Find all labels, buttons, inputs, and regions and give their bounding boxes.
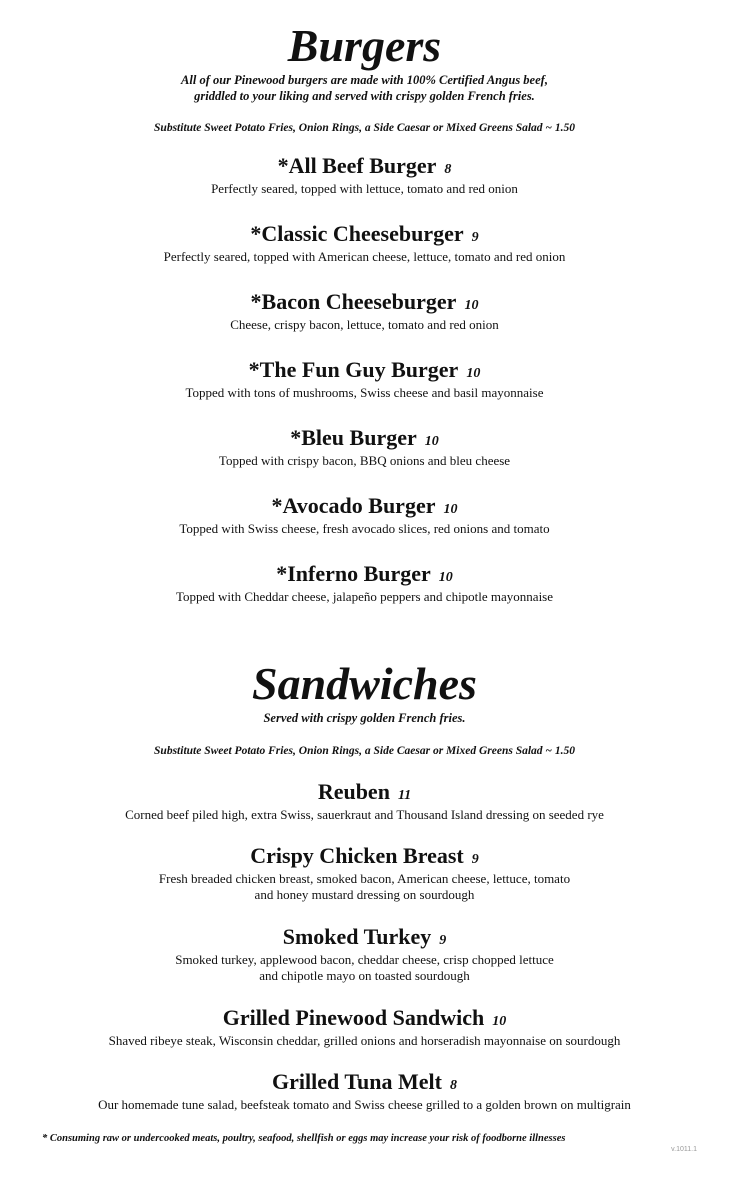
item-price: 8 [449, 1078, 457, 1093]
item-name: Reuben [317, 779, 390, 804]
item-price: 10 [492, 1014, 507, 1029]
item-name: *Inferno Burger [276, 561, 431, 586]
menu-item [0, 358, 729, 401]
burgers-substitute: Substitute Sweet Potato Fries, Onion Rings, a Side Caesar or Mixed Greens Salad ~ 1.50 [154, 122, 575, 134]
item-description: Our homemade tune salad, beefsteak tomato and Swiss cheese grilled to a golden brown on multigrain [98, 1097, 631, 1112]
item-price: 9 [439, 933, 447, 948]
item-price: 10 [464, 298, 479, 313]
item-description [0, 871, 729, 903]
menu-item [0, 154, 729, 197]
item-price: 10 [443, 502, 458, 517]
sandwiches-substitute-block [0, 744, 729, 758]
menu-item [0, 780, 729, 823]
item-name: *Avocado Burger [271, 493, 436, 518]
menu-item [0, 844, 729, 903]
item-description: Topped with Cheddar cheese, jalapeño peppers and chipotle mayonnaise [175, 589, 554, 604]
item-description-line: and chipotle mayo on toasted sourdough [259, 968, 470, 983]
item-description: Cheese, crispy bacon, lettuce, tomato and red onion [230, 317, 499, 332]
version-label: v.1011.1 [671, 1146, 697, 1153]
item-description: Shaved ribeye steak, Wisconsin cheddar, grilled onions and horseradish mayonnaise on sourdough [108, 1033, 621, 1048]
item-description [0, 952, 729, 984]
item-name: *Classic Cheeseburger [250, 221, 464, 246]
item-price: 9 [471, 852, 479, 867]
menu-item [0, 222, 729, 265]
sandwiches-substitute: Substitute Sweet Potato Fries, Onion Rings, a Side Caesar or Mixed Greens Salad ~ 1.50 [154, 745, 575, 757]
sandwiches-header [0, 660, 729, 726]
menu-item [0, 925, 729, 984]
item-name: Smoked Turkey [282, 924, 432, 949]
item-name: *The Fun Guy Burger [248, 357, 459, 382]
item-description: Topped with crispy bacon, BBQ onions and bleu cheese [218, 453, 511, 468]
item-name: Grilled Tuna Melt [272, 1069, 442, 1094]
item-name: Crispy Chicken Breast [250, 843, 464, 868]
burgers-title: Burgers [287, 20, 442, 71]
item-description-line: Smoked turkey, applewood bacon, cheddar cheese, crisp chopped lettuce [175, 952, 554, 967]
menu-item [0, 1006, 729, 1049]
burgers-intro-line-1: All of our Pinewood burgers are made with 100% Certified Angus beef, [181, 73, 548, 87]
item-description: Corned beef piled high, extra Swiss, sauerkraut and Thousand Island dressing on seeded rye [125, 807, 604, 822]
burgers-intro-line-2: griddled to your liking and served with crispy golden French fries. [194, 89, 535, 103]
item-name: *Bacon Cheeseburger [250, 289, 457, 314]
item-price: 10 [438, 570, 453, 585]
burgers-substitute-block [0, 121, 729, 135]
item-description: Perfectly seared, topped with lettuce, tomato and red onion [211, 181, 518, 196]
item-name: *Bleu Burger [290, 425, 417, 450]
item-price: 8 [444, 162, 452, 177]
menu-item [0, 1070, 729, 1113]
sandwiches-title: Sandwiches [252, 658, 477, 709]
item-price: 9 [471, 230, 479, 245]
menu-item [0, 494, 729, 537]
item-price: 10 [466, 366, 481, 381]
menu-item [0, 426, 729, 469]
menu-item [0, 290, 729, 333]
item-name: *All Beef Burger [277, 153, 437, 178]
foodborne-illness-footnote: * Consuming raw or undercooked meats, poultry, seafood, shellfish or eggs may increase your risk of foodborne illnesses [42, 1133, 566, 1144]
item-description-line: and honey mustard dressing on sourdough [254, 887, 475, 902]
item-price: 10 [424, 434, 439, 449]
item-price: 11 [397, 788, 412, 803]
item-description: Perfectly seared, topped with American cheese, lettuce, tomato and red onion [163, 249, 566, 264]
item-description: Topped with tons of mushrooms, Swiss cheese and basil mayonnaise [185, 385, 544, 400]
menu-item [0, 562, 729, 605]
burgers-header [0, 22, 729, 104]
item-description: Topped with Swiss cheese, fresh avocado slices, red onions and tomato [179, 521, 550, 536]
item-description-line: Fresh breaded chicken breast, smoked bacon, American cheese, lettuce, tomato [158, 871, 571, 886]
item-name: Grilled Pinewood Sandwich [222, 1005, 485, 1030]
sandwiches-intro: Served with crispy golden French fries. [263, 711, 466, 725]
